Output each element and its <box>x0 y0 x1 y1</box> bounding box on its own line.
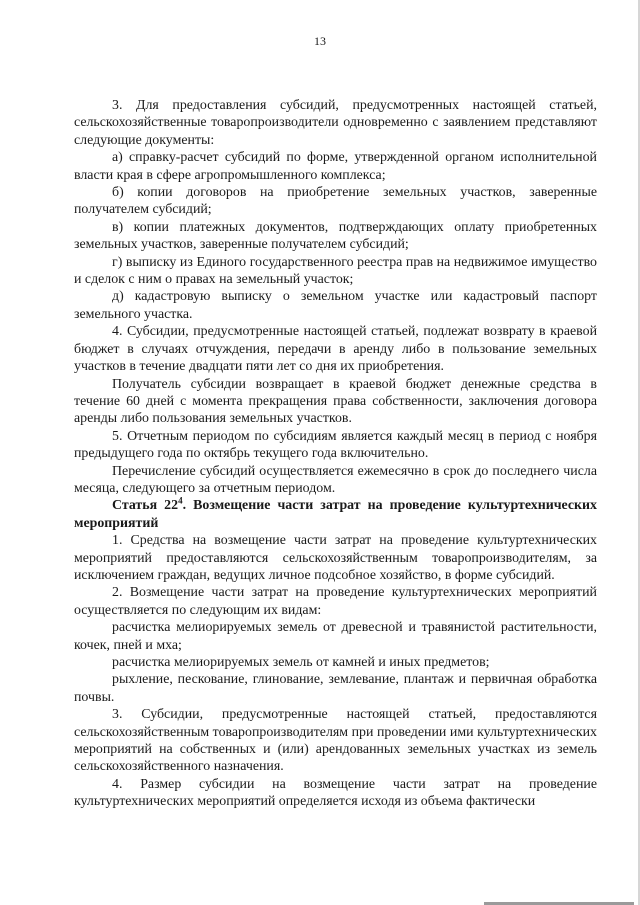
article-title: . Возмещение части затрат на проведение культуртехнических мероприятий <box>74 498 597 531</box>
article-list-item-3: рыхление, пескование, глинование, землевание, плантаж и первичная обработка почвы. <box>74 672 597 705</box>
paragraph-3d: д) кадастровую выписку о земельном участке или кадастровый паспорт земельного участка. <box>74 289 597 322</box>
article-paragraph-3: 3. Субсидии, предусмотренные настоящей статьей, предоставляются сельскохозяйственным товаропроизводителям при проведении ими культуртехнических мероприятий на собственных и (или) арендованных земельных участках из земель сельскохозяйственного назначения. <box>74 707 597 775</box>
paragraph-3: 3. Для предоставления субсидий, предусмотренных настоящей статьей, сельскохозяйственные товаропроизводители одновременно с заявлением представляют следующие документы: <box>74 98 597 148</box>
article-superscript: 4 <box>178 495 183 506</box>
article-list-item-2: расчистка мелиорируемых земель от камней и иных предметов; <box>112 655 490 670</box>
paragraph-3g: г) выписку из Единого государственного реестра прав на недвижимое имущество и сделок с ним о правах на земельный участок; <box>74 254 597 288</box>
paragraph-5: 5. Отчетным периодом по субсидиям является каждый месяц в период с ноября предыдущего года по октябрь текущего года включительно. <box>74 428 597 462</box>
article-heading <box>74 497 597 532</box>
article-paragraph-2: 2. Возмещение части затрат на проведение культуртехнических мероприятий осуществляется по следующим их видам: <box>74 585 597 618</box>
paragraph-3b: б) копии договоров на приобретение земельных участков, заверенные получателем субсидий; <box>74 185 597 218</box>
article-list-item-1: расчистка мелиорируемых земель от древесной и травянистой растительности, кочек, пней и мха; <box>74 620 597 653</box>
paragraph-4: 4. Субсидии, предусмотренные настоящей статьей, подлежат возврату в краевой бюджет в случаях отчуждения, передачи в аренду либо в пользование земельных участков в течение двадцати пяти лет со дня их приобретения. <box>74 324 597 375</box>
paragraph-refund: Получатель субсидии возвращает в краевой бюджет денежные средства в течение 60 дней с момента прекращения права собственности, заключения договора аренды либо пользования земельных участков. <box>74 376 597 427</box>
article-paragraph-4: 4. Размер субсидии на возмещение части затрат на проведение культуртехнических мероприятий определяется исходя из объема фактически <box>74 776 597 810</box>
page-number: 13 <box>314 34 326 48</box>
paragraph-3a: а) справку-расчет субсидий по форме, утвержденной органом исполнительной власти края в сфере агропромышленного комплекса; <box>74 150 597 183</box>
article-number: Статья 22 <box>112 498 179 514</box>
document-body <box>74 97 597 811</box>
article-paragraph-1: 1. Средства на возмещение части затрат на проведение культуртехнических мероприятий предоставляются сельскохозяйственным товаропроизводителям, за исключением граждан, ведущих личное подсобное хозяйство, в форме субсидий. <box>74 533 597 583</box>
paragraph-transfer: Перечисление субсидий осуществляется ежемесячно в срок до последнего числа месяца, следующего за отчетным периодом. <box>74 463 597 496</box>
paragraph-3v: в) копии платежных документов, подтверждающих оплату приобретенных земельных участков, заверенные получателем субсидий; <box>74 219 597 253</box>
